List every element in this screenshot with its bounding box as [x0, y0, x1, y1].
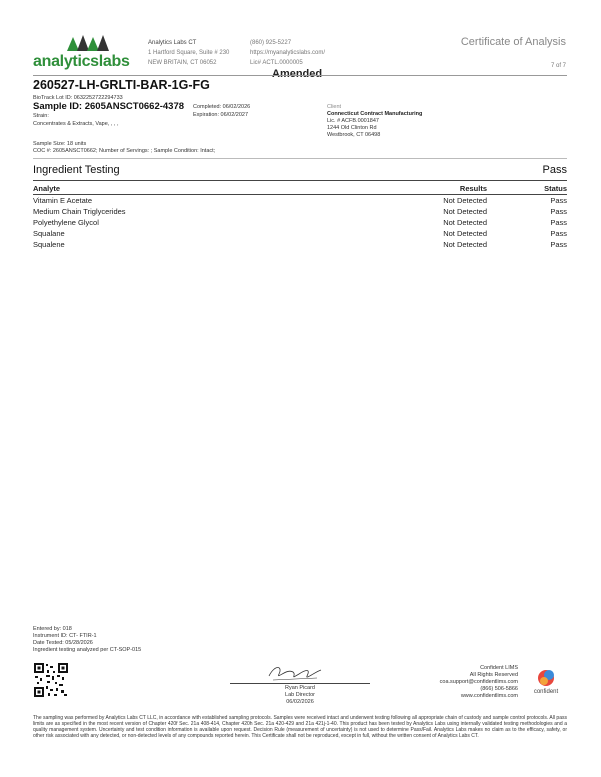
test-info-block — [33, 626, 141, 654]
column-header-status: Status — [544, 184, 567, 193]
analyte-name: Squalene — [33, 240, 65, 249]
analyte-name: Squalane — [33, 229, 65, 238]
analyte-status: Pass — [550, 240, 567, 249]
expiration-date: Expiration: 06/02/2027 — [193, 112, 249, 118]
signature-date: 06/02/2026 — [286, 699, 314, 705]
table-row — [33, 218, 567, 228]
header-divider — [33, 75, 567, 76]
table-row — [33, 240, 567, 250]
client-label: Client — [327, 104, 342, 110]
signature-image — [265, 662, 325, 684]
lab-address-block — [148, 38, 229, 68]
signatory-block — [230, 685, 370, 706]
sample-id: Sample ID: 2605ANSCT0662-4378 — [33, 101, 185, 112]
analyte-name: Vitamin E Acetate — [33, 196, 93, 205]
logo-text: analyticslabs — [33, 53, 130, 70]
lab-name: Analytics Labs CT — [148, 40, 197, 46]
signatory-name: Ryan Picard — [285, 685, 315, 691]
sample-size: Sample Size: 18 units — [33, 141, 87, 147]
confident-logo-text: confident — [533, 689, 559, 695]
sample-category: Concentrates & Extracts, Vape, , , , — [33, 121, 119, 127]
client-license: Lic. # ACFB.0001847 — [327, 118, 379, 124]
analyte-status: Pass — [550, 207, 567, 216]
table-row — [33, 229, 567, 239]
column-header-results: Results — [459, 184, 487, 193]
column-header-analyte: Analyte — [33, 184, 61, 193]
table-header — [33, 184, 567, 194]
lab-contact-block — [250, 38, 325, 68]
client-address-line1: 1244 Old Clinton Rd — [327, 125, 377, 131]
page-number: 7 of 7 — [550, 63, 566, 69]
analyte-name: Polyethylene Glycol — [33, 218, 99, 227]
analyte-status: Pass — [550, 218, 567, 227]
lims-phone: (866) 506-5866 — [480, 686, 518, 692]
section-overall-status: Pass — [542, 164, 567, 176]
lims-website[interactable]: www.confidentlims.com — [460, 693, 518, 699]
disclaimer-text: The sampling was performed by Analytics Labs CT LLC, in accordance with established sampling protocols. Samples were received intact and underwent testing following all appropriate chain of custody and sample control protocols. All pass limits are as specified in the most recent version of Chapter 420f Sec. 21a 408-414, Chapter 420h Sec. 21a 420-429 and 21a 421j-1-40. This product has been tested by Analytics Labs using internally validated testing methodologies and a quality management system. Uncertainty and test condition information is available upon request. Decision Rule (measurement of uncertainty) is not used to determine Pass/Fail. Analytics Labs makes no claim as to the efficacy, safety, or other risk associated with any detected, or non-detected levels of any compounds reported herein. This Certificate shall not be reproduced, except in full, without the written consent of Analytics Labs CT. — [33, 715, 567, 739]
client-address-line2: Westbrook, CT 06498 — [327, 132, 381, 138]
qr-code[interactable] — [33, 662, 69, 698]
analyte-result: Not Detected — [443, 229, 487, 238]
lims-rights: All Rights Reserved — [469, 672, 518, 678]
company-logo — [33, 33, 143, 73]
signatory-title: Lab Director — [285, 692, 315, 698]
lab-website[interactable]: https://myanalyticslabs.com/ — [250, 50, 326, 56]
analyte-result: Not Detected — [443, 196, 487, 205]
analyte-name: Medium Chain Triglycerides — [33, 207, 126, 216]
client-block — [327, 104, 422, 139]
biotrack-lot-id: BioTrack Lot ID: 0632252722294733 — [33, 95, 123, 101]
lims-email[interactable]: coa.support@confidentlims.com — [439, 679, 518, 685]
entered-by: Entered by: 018 — [33, 626, 72, 632]
document-title: Certificate of Analysis — [460, 36, 566, 48]
table-row — [33, 207, 567, 217]
instrument-id: Instrument ID: CT- FTIR-1 — [33, 633, 97, 639]
lab-address-line1: 1 Hartford Square, Suite # 230 — [148, 50, 230, 56]
confident-logo-mark — [536, 668, 556, 688]
lab-address-line2: NEW BRITAIN, CT 06052 — [148, 60, 217, 66]
analyte-result: Not Detected — [443, 218, 487, 227]
signature-line — [230, 683, 370, 684]
section-title: Ingredient Testing — [33, 164, 120, 176]
sample-name: 260527-LH-GRLTI-BAR-1G-FG — [33, 78, 210, 92]
analyte-status: Pass — [550, 196, 567, 205]
strain-label: Strain: — [33, 113, 49, 119]
section-divider — [33, 180, 567, 181]
lims-info-block — [420, 665, 518, 700]
analyte-result: Not Detected — [443, 240, 487, 249]
table-header-divider — [33, 194, 567, 195]
table-row — [33, 196, 567, 206]
analyte-status: Pass — [550, 229, 567, 238]
test-method: Ingredient testing analyzed per CT-SOP-015 — [33, 647, 142, 653]
analyte-result: Not Detected — [443, 207, 487, 216]
sample-divider — [33, 158, 567, 159]
date-tested: Date Tested: 05/28/2026 — [33, 640, 93, 646]
lab-license: Lic# ACTL.0000005 — [250, 60, 303, 66]
completed-date: Completed: 06/02/2026 — [193, 104, 251, 110]
lab-phone: (860) 925-5227 — [250, 40, 292, 46]
chain-of-custody: COC #: 2605ANSCT0662; Number of Servings: ; Sample Condition: Intact; — [33, 148, 216, 154]
confident-logo — [524, 668, 568, 698]
client-name: Connecticut Contract Manufacturing — [327, 111, 423, 117]
amended-label: Amended — [272, 68, 323, 80]
logo-mark — [65, 33, 115, 53]
lims-name: Confident LIMS — [480, 665, 518, 671]
